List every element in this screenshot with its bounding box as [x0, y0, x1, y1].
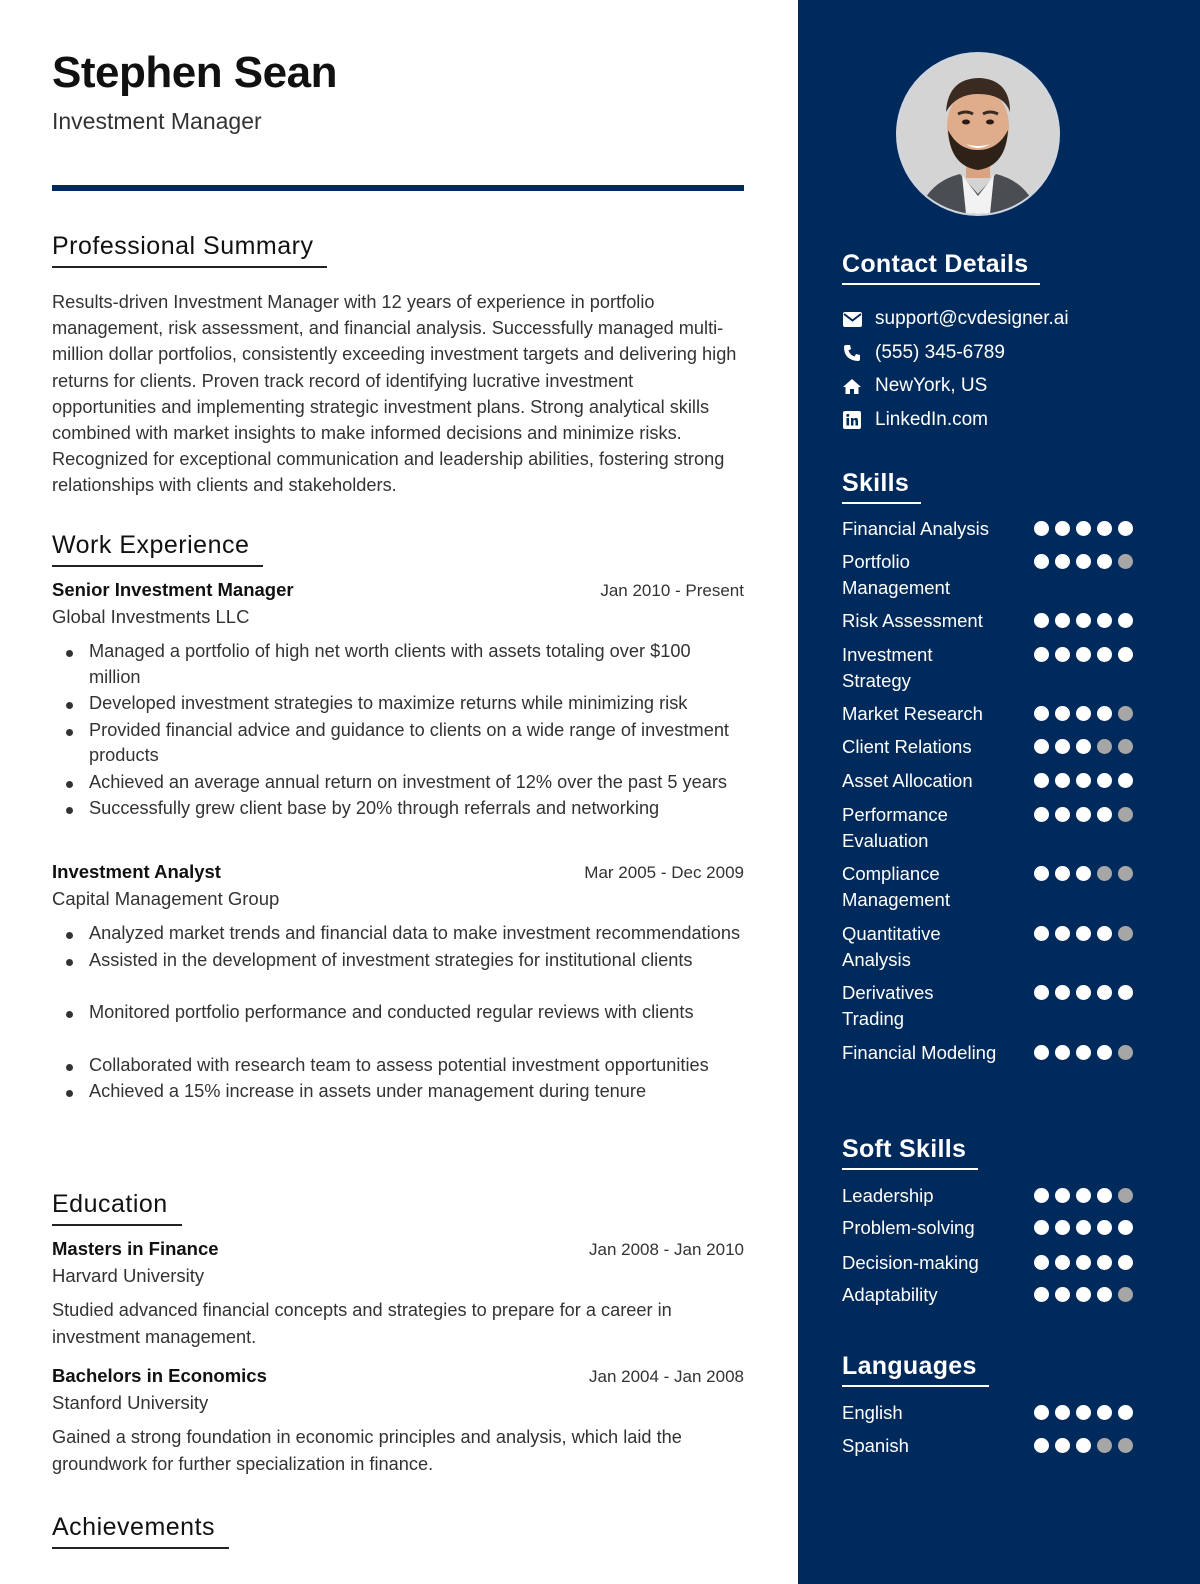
rating-dot-filled: [1055, 739, 1070, 754]
rating-dot-filled: [1034, 985, 1049, 1000]
education-degree: Masters in Finance: [52, 1238, 219, 1259]
job-bullet: Successfully grew client base by 20% through referrals and networking: [52, 796, 744, 822]
job-bullets: [52, 639, 744, 822]
rating-dot-filled: [1076, 739, 1091, 754]
rating-dot-filled: [1055, 1045, 1070, 1060]
rating-dot-filled: [1076, 1220, 1091, 1235]
language-name: Spanish: [842, 1435, 909, 1456]
experience-heading: Work Experience: [52, 531, 263, 567]
rating-dot-empty: [1118, 807, 1133, 822]
job-bullet: Analyzed market trends and financial data to make investment recommendations: [52, 921, 744, 947]
achievements-heading: Achievements: [52, 1513, 229, 1549]
education-school: Harvard University: [52, 1265, 205, 1286]
skill-name: Performance Evaluation: [842, 804, 948, 851]
skill-name: Portfolio Management: [842, 551, 950, 598]
rating-dot-filled: [1097, 807, 1112, 822]
skill-name: Investment Strategy: [842, 644, 933, 691]
rating-dot-filled: [1076, 554, 1091, 569]
languages-heading: Languages: [842, 1352, 989, 1387]
soft-skill-rating: [1034, 1287, 1139, 1302]
rating-dot-filled: [1055, 554, 1070, 569]
person-portrait-icon: [898, 54, 1058, 214]
home-icon: [842, 376, 862, 396]
rating-dot-filled: [1055, 807, 1070, 822]
envelope-icon: [842, 309, 862, 329]
rating-dot-filled: [1076, 807, 1091, 822]
skill-rating: [1034, 807, 1139, 822]
skill-name: Risk Assessment: [842, 610, 983, 631]
contact-phone[interactable]: [842, 339, 1005, 367]
candidate-title: Investment Manager: [52, 108, 262, 134]
language-rating: [1034, 1438, 1139, 1453]
rating-dot-filled: [1055, 521, 1070, 536]
skill-name: Compliance Management: [842, 863, 950, 910]
job-bullet: Provided financial advice and guidance to clients on a wide range of investment products: [52, 718, 744, 769]
contact-linkedin-text: LinkedIn.com: [875, 409, 989, 430]
rating-dot-filled: [1118, 1255, 1133, 1270]
skill-name: Asset Allocation: [842, 770, 973, 791]
soft-skill-name: Adaptability: [842, 1284, 938, 1305]
rating-dot-filled: [1097, 706, 1112, 721]
skill-rating: [1034, 647, 1139, 662]
rating-dot-filled: [1055, 1220, 1070, 1235]
rating-dot-filled: [1034, 1045, 1049, 1060]
phone-icon: [842, 343, 862, 363]
rating-dot-filled: [1097, 926, 1112, 941]
rating-dot-filled: [1076, 706, 1091, 721]
rating-dot-filled: [1034, 1220, 1049, 1235]
job-bullet: Developed investment strategies to maximize returns while minimizing risk: [52, 691, 744, 717]
rating-dot-empty: [1097, 1438, 1112, 1453]
rating-dot-filled: [1076, 1188, 1091, 1203]
education-description: Studied advanced financial concepts and strategies to prepare for a career in investment management.: [52, 1300, 672, 1347]
rating-dot-filled: [1118, 647, 1133, 662]
rating-dot-filled: [1034, 1438, 1049, 1453]
rating-dot-filled: [1118, 613, 1133, 628]
rating-dot-filled: [1097, 613, 1112, 628]
summary-heading: Professional Summary: [52, 232, 327, 268]
rating-dot-filled: [1097, 1287, 1112, 1302]
profile-photo: [896, 52, 1060, 216]
rating-dot-filled: [1097, 985, 1112, 1000]
rating-dot-filled: [1034, 1405, 1049, 1420]
soft-skill-name: Decision-making: [842, 1252, 979, 1273]
rating-dot-filled: [1097, 1405, 1112, 1420]
rating-dot-filled: [1076, 1255, 1091, 1270]
skill-rating: [1034, 773, 1139, 788]
soft-skill-name: Leadership: [842, 1185, 934, 1206]
contact-location: [842, 372, 987, 400]
rating-dot-filled: [1034, 613, 1049, 628]
rating-dot-filled: [1055, 926, 1070, 941]
rating-dot-filled: [1055, 1438, 1070, 1453]
education-school: Stanford University: [52, 1392, 209, 1413]
rating-dot-empty: [1118, 1188, 1133, 1203]
skill-rating: [1034, 706, 1139, 721]
rating-dot-filled: [1097, 1188, 1112, 1203]
rating-dot-filled: [1034, 647, 1049, 662]
rating-dot-filled: [1034, 1287, 1049, 1302]
rating-dot-filled: [1118, 773, 1133, 788]
main-column: [52, 0, 744, 1584]
job-entry: [52, 579, 744, 823]
education-dates: Jan 2008 - Jan 2010: [588, 1240, 744, 1259]
rating-dot-filled: [1034, 1188, 1049, 1203]
rating-dot-filled: [1034, 926, 1049, 941]
soft-skills-heading: Soft Skills: [842, 1135, 978, 1170]
rating-dot-filled: [1055, 706, 1070, 721]
contact-email-text: support@cvdesigner.ai: [875, 308, 1069, 329]
education-dates: Jan 2004 - Jan 2008: [588, 1367, 744, 1386]
skill-name: Financial Modeling: [842, 1042, 997, 1063]
rating-dot-filled: [1076, 521, 1091, 536]
rating-dot-filled: [1097, 773, 1112, 788]
rating-dot-empty: [1118, 1287, 1133, 1302]
rating-dot-filled: [1076, 926, 1091, 941]
rating-dot-filled: [1076, 985, 1091, 1000]
rating-dot-empty: [1118, 739, 1133, 754]
language-rating: [1034, 1405, 1139, 1420]
education-entry: [52, 1365, 744, 1477]
job-bullet: Achieved an average annual return on investment of 12% over the past 5 years: [52, 770, 744, 796]
linkedin-icon: [842, 410, 862, 430]
rating-dot-filled: [1055, 1188, 1070, 1203]
education-entry: [52, 1238, 744, 1350]
contact-linkedin[interactable]: [842, 406, 988, 434]
rating-dot-filled: [1097, 554, 1112, 569]
rating-dot-empty: [1118, 866, 1133, 881]
job-bullet: Collaborated with research team to assess potential investment opportunities: [52, 1053, 744, 1079]
rating-dot-filled: [1034, 866, 1049, 881]
skill-name: Financial Analysis: [842, 518, 990, 539]
skill-rating: [1034, 613, 1139, 628]
rating-dot-filled: [1034, 706, 1049, 721]
contact-email[interactable]: [842, 305, 1069, 333]
rating-dot-filled: [1055, 613, 1070, 628]
rating-dot-empty: [1118, 926, 1133, 941]
job-dates: Mar 2005 - Dec 2009: [584, 863, 744, 882]
rating-dot-filled: [1076, 866, 1091, 881]
rating-dot-filled: [1055, 647, 1070, 662]
rating-dot-filled: [1097, 647, 1112, 662]
rating-dot-filled: [1055, 1255, 1070, 1270]
rating-dot-filled: [1055, 773, 1070, 788]
rating-dot-filled: [1055, 985, 1070, 1000]
contact-phone-text: (555) 345-6789: [875, 342, 1005, 363]
soft-skill-rating: [1034, 1220, 1139, 1235]
rating-dot-filled: [1034, 554, 1049, 569]
rating-dot-filled: [1118, 521, 1133, 536]
rating-dot-filled: [1076, 613, 1091, 628]
contact-location-text: NewYork, US: [875, 375, 988, 396]
job-bullet: Managed a portfolio of high net worth clients with assets totaling over $100 million: [52, 639, 744, 690]
language-name: English: [842, 1402, 903, 1423]
job-dates: Jan 2010 - Present: [600, 581, 744, 600]
rating-dot-empty: [1097, 739, 1112, 754]
rating-dot-empty: [1097, 866, 1112, 881]
sidebar: [798, 0, 1200, 1584]
rating-dot-filled: [1034, 807, 1049, 822]
skill-name: Quantitative Analysis: [842, 923, 941, 970]
rating-dot-filled: [1076, 647, 1091, 662]
rating-dot-filled: [1097, 1255, 1112, 1270]
skill-rating: [1034, 926, 1139, 941]
job-bullets: [52, 921, 744, 1105]
rating-dot-empty: [1118, 1045, 1133, 1060]
rating-dot-filled: [1034, 521, 1049, 536]
rating-dot-filled: [1118, 1220, 1133, 1235]
rating-dot-filled: [1076, 1045, 1091, 1060]
job-bullet: Assisted in the development of investment strategies for institutional clients: [52, 948, 744, 974]
rating-dot-filled: [1076, 1438, 1091, 1453]
job-bullet: Monitored portfolio performance and conducted regular reviews with clients: [52, 1000, 744, 1026]
rating-dot-filled: [1097, 1045, 1112, 1060]
header-divider: [52, 185, 744, 191]
job-company: Capital Management Group: [52, 888, 280, 909]
soft-skill-name: Problem-solving: [842, 1217, 975, 1238]
skill-name: Derivatives Trading: [842, 982, 934, 1029]
rating-dot-filled: [1118, 1405, 1133, 1420]
skill-rating: [1034, 554, 1139, 569]
skills-heading: Skills: [842, 469, 921, 504]
soft-skill-rating: [1034, 1188, 1139, 1203]
rating-dot-filled: [1034, 773, 1049, 788]
rating-dot-filled: [1076, 1405, 1091, 1420]
skill-name: Client Relations: [842, 736, 972, 757]
skill-rating: [1034, 521, 1139, 536]
job-role: Senior Investment Manager: [52, 579, 294, 600]
rating-dot-filled: [1055, 1287, 1070, 1302]
rating-dot-filled: [1034, 1255, 1049, 1270]
rating-dot-filled: [1118, 985, 1133, 1000]
skill-rating: [1034, 985, 1139, 1000]
candidate-name: Stephen Sean: [52, 48, 337, 97]
rating-dot-empty: [1118, 554, 1133, 569]
soft-skill-rating: [1034, 1255, 1139, 1270]
rating-dot-empty: [1118, 1438, 1133, 1453]
job-role: Investment Analyst: [52, 861, 221, 882]
rating-dot-filled: [1055, 866, 1070, 881]
rating-dot-filled: [1055, 1405, 1070, 1420]
job-bullet: Achieved a 15% increase in assets under management during tenure: [52, 1079, 744, 1105]
education-degree: Bachelors in Economics: [52, 1365, 267, 1386]
rating-dot-filled: [1097, 1220, 1112, 1235]
skill-rating: [1034, 866, 1139, 881]
rating-dot-filled: [1034, 739, 1049, 754]
skill-name: Market Research: [842, 703, 983, 724]
rating-dot-filled: [1076, 1287, 1091, 1302]
rating-dot-empty: [1118, 706, 1133, 721]
education-description: Gained a strong foundation in economic principles and analysis, which laid the groundwork for further specialization in finance.: [52, 1427, 682, 1474]
contact-heading: Contact Details: [842, 250, 1040, 285]
job-company: Global Investments LLC: [52, 606, 250, 627]
rating-dot-filled: [1076, 773, 1091, 788]
job-entry: [52, 861, 744, 1106]
summary-text: Results-driven Investment Manager with 12 years of experience in portfolio management, risk assessment, and financial analysis. Successfully managed multi-million dollar portfolios, consistently exceeding investment targets and delivering high returns for clients. Proven track record of identifying lucrative investment opportunities and implementing strategic investment plans. Strong analytical skills combined with market insights to make informed decisions and minimize risks. Recognized for exceptional communication and leadership abilities, fostering strong relationships with clients and stakeholders.: [52, 292, 737, 496]
skill-rating: [1034, 739, 1139, 754]
skill-rating: [1034, 1045, 1139, 1060]
rating-dot-filled: [1097, 521, 1112, 536]
education-heading: Education: [52, 1190, 182, 1226]
